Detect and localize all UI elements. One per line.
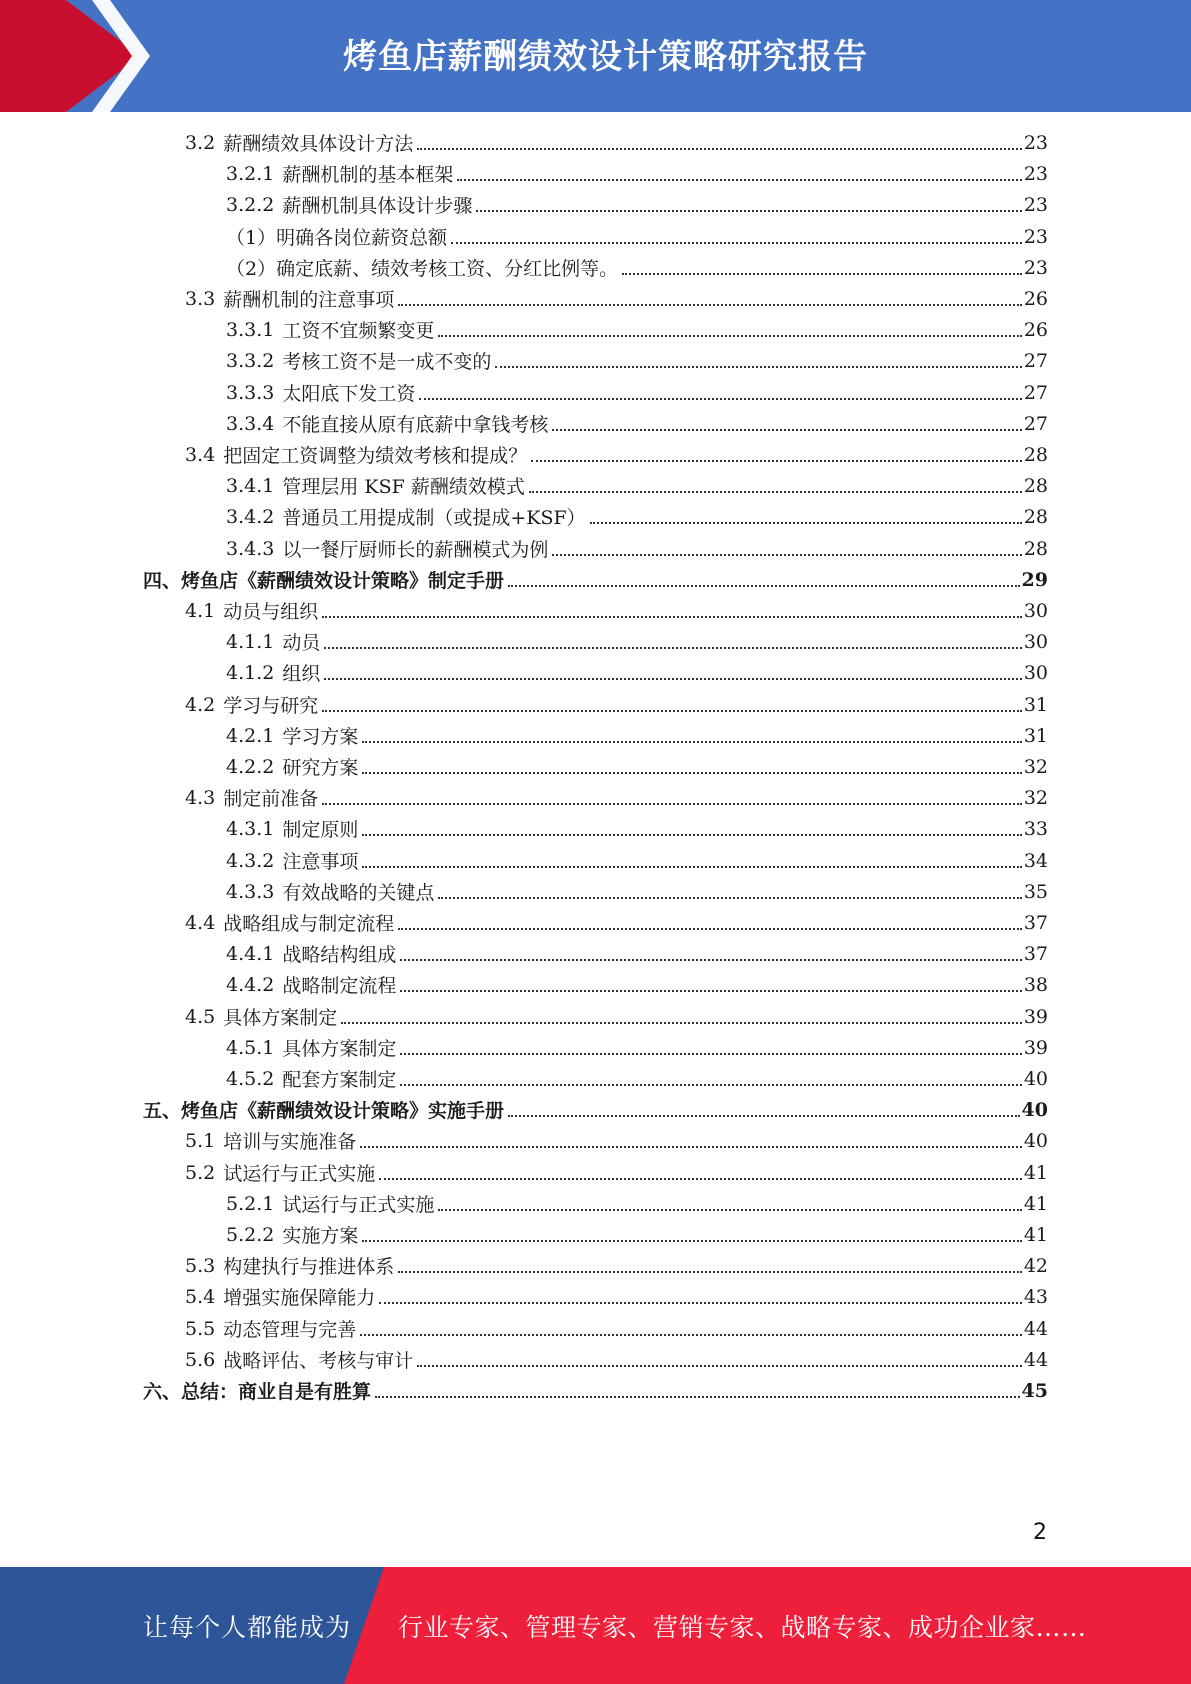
toc-entry-page: 23 xyxy=(1023,225,1048,248)
toc-entry-page: 29 xyxy=(1021,568,1048,591)
toc-entry[interactable] xyxy=(226,470,1048,501)
toc-entry[interactable] xyxy=(185,439,1048,470)
toc-entry-page: 40 xyxy=(1023,1067,1048,1090)
toc-entry-number: 4.3.1 xyxy=(226,817,275,840)
toc-entry-number: 4.5.1 xyxy=(226,1036,275,1059)
toc-entry-number: 4.3.2 xyxy=(226,849,275,872)
toc-entry-number: 5.4 xyxy=(185,1285,216,1308)
toc-entry-title: 动态管理与完善 xyxy=(223,1319,357,1341)
toc-dot-leader xyxy=(531,459,1022,462)
toc-entry-number: 3.3.1 xyxy=(226,318,275,341)
toc-dot-leader xyxy=(398,1270,1022,1273)
toc-entry[interactable] xyxy=(226,158,1048,189)
toc-dot-leader xyxy=(476,209,1021,212)
toc-dot-leader xyxy=(451,241,1022,244)
toc-entry[interactable] xyxy=(185,1250,1048,1281)
toc-entry-number: 4.4.2 xyxy=(226,973,275,996)
toc-entry[interactable] xyxy=(226,876,1048,907)
toc-entry-page: 43 xyxy=(1023,1285,1048,1308)
toc-entry[interactable] xyxy=(185,907,1048,938)
toc-entry-number: 5.1 xyxy=(185,1129,216,1152)
toc-dot-leader xyxy=(552,553,1021,556)
toc-entry-page: 45 xyxy=(1021,1379,1048,1402)
toc-entry-page: 28 xyxy=(1023,505,1048,528)
toc-entry[interactable] xyxy=(226,969,1048,1000)
toc-entry[interactable] xyxy=(185,782,1048,813)
toc-dot-leader xyxy=(438,896,1021,899)
toc-dot-leader xyxy=(360,1145,1022,1148)
toc-entry-title: 五、烤鱼店《薪酬绩效设计策略》实施手册 xyxy=(143,1100,505,1122)
toc-entry[interactable] xyxy=(226,189,1048,220)
toc-entry[interactable] xyxy=(226,408,1048,439)
toc-entry-title: 具体方案制定 xyxy=(282,1038,397,1060)
toc-dot-leader xyxy=(398,303,1022,306)
toc-entry-title: 太阳底下发工资 xyxy=(282,383,416,405)
toc-entry-number: 3.2.2 xyxy=(226,193,275,216)
toc-entry-title: 薪酬绩效具体设计方法 xyxy=(223,133,414,155)
toc-entry-title: 试运行与正式实施 xyxy=(223,1163,376,1185)
toc-entry[interactable] xyxy=(226,720,1048,751)
toc-entry[interactable] xyxy=(226,813,1048,844)
toc-entry-page: 44 xyxy=(1023,1348,1048,1371)
toc-entry-page: 39 xyxy=(1023,1036,1048,1059)
toc-entry-page: 31 xyxy=(1023,724,1048,747)
toc-entry[interactable] xyxy=(226,657,1048,688)
toc-entry-page: 30 xyxy=(1023,599,1048,622)
toc-dot-leader xyxy=(379,1301,1022,1304)
toc-entry[interactable] xyxy=(143,1094,1048,1125)
toc-entry-title: 制定原则 xyxy=(282,819,359,841)
toc-entry-page: 38 xyxy=(1023,973,1048,996)
toc-entry[interactable] xyxy=(226,345,1048,376)
toc-entry-number: 4.3 xyxy=(185,786,216,809)
toc-entry-title: 不能直接从原有底薪中拿钱考核 xyxy=(282,414,549,436)
toc-entry-title: 明确各岗位薪资总额 xyxy=(276,227,448,249)
toc-entry-title: 薪酬机制具体设计步骤 xyxy=(282,195,473,217)
toc-entry-page: 37 xyxy=(1023,911,1048,934)
toc-entry-title: 四、烤鱼店《薪酬绩效设计策略》制定手册 xyxy=(143,570,505,592)
toc-entry[interactable] xyxy=(226,221,1048,252)
footer-banner xyxy=(0,1567,1191,1684)
toc-entry-page: 23 xyxy=(1023,193,1048,216)
toc-entry-number: 3.2 xyxy=(185,131,216,154)
toc-dot-leader xyxy=(457,178,1021,181)
toc-entry-number: 3.3.3 xyxy=(226,381,275,404)
toc-entry[interactable] xyxy=(226,377,1048,408)
toc-dot-leader xyxy=(417,147,1022,150)
toc-entry[interactable] xyxy=(226,501,1048,532)
toc-entry-number: （2） xyxy=(226,258,277,280)
toc-dot-leader xyxy=(622,272,1022,275)
toc-entry[interactable] xyxy=(185,595,1048,626)
toc-entry-title: 学习方案 xyxy=(282,726,359,748)
toc-entry[interactable] xyxy=(226,1032,1048,1063)
toc-entry-title: 增强实施保障能力 xyxy=(223,1287,376,1309)
toc-dot-leader xyxy=(508,584,1020,587)
toc-dot-leader xyxy=(495,365,1021,368)
toc-dot-leader xyxy=(438,1208,1021,1211)
toc-entry-title: 工资不宜频繁变更 xyxy=(282,320,435,342)
toc-entry-title: 考核工资不是一成不变的 xyxy=(282,351,492,373)
toc-entry-title: 把固定工资调整为绩效考核和提成？ xyxy=(223,445,528,467)
toc-dot-leader xyxy=(362,833,1021,836)
toc-dot-leader xyxy=(590,521,1022,524)
toc-entry-page: 23 xyxy=(1023,162,1048,185)
toc-dot-leader xyxy=(417,1364,1022,1367)
toc-entry-page: 23 xyxy=(1023,256,1048,279)
toc-entry-title: 实施方案 xyxy=(282,1225,359,1247)
toc-entry-page: 30 xyxy=(1023,661,1048,684)
toc-entry-number: 4.1 xyxy=(185,599,216,622)
toc-entry-number: 4.3.3 xyxy=(226,880,275,903)
toc-entry-number: 4.2.1 xyxy=(226,724,275,747)
toc-entry-page: 39 xyxy=(1023,1005,1048,1028)
toc-entry-page: 33 xyxy=(1023,817,1048,840)
toc-dot-leader xyxy=(529,490,1022,493)
toc-entry-title: 薪酬机制的注意事项 xyxy=(223,289,395,311)
toc-entry-number: 4.2 xyxy=(185,693,216,716)
toc-entry-number: 4.2.2 xyxy=(226,755,275,778)
toc-entry-page: 32 xyxy=(1023,786,1048,809)
toc-entry-page: 28 xyxy=(1023,443,1048,466)
toc-dot-leader xyxy=(360,1333,1022,1336)
toc-entry-page: 41 xyxy=(1023,1223,1048,1246)
toc-dot-leader xyxy=(324,677,1021,680)
toc-entry-title: 战略评估、考核与审计 xyxy=(223,1350,414,1372)
toc-entry[interactable] xyxy=(143,1375,1048,1406)
toc-dot-leader xyxy=(508,1114,1020,1117)
toc-entry-page: 34 xyxy=(1023,849,1048,872)
toc-dot-leader xyxy=(400,958,1021,961)
toc-entry-title: 以一餐厅厨师长的薪酬模式为例 xyxy=(282,539,549,561)
toc-entry-number: 4.5 xyxy=(185,1005,216,1028)
toc-entry[interactable] xyxy=(226,1188,1048,1219)
toc-entry-number: 5.3 xyxy=(185,1254,216,1277)
footer-slogan-right: 行业专家、管理专家、营销专家、战略专家、成功企业家…… xyxy=(398,1612,1087,1642)
toc-dot-leader xyxy=(362,865,1021,868)
toc-entry[interactable] xyxy=(185,127,1048,158)
toc-entry-number: 3.4.1 xyxy=(226,474,275,497)
toc-dot-leader xyxy=(375,1395,1020,1398)
toc-entry[interactable] xyxy=(226,314,1048,345)
toc-entry[interactable] xyxy=(226,252,1048,283)
toc-entry-page: 28 xyxy=(1023,537,1048,560)
toc-entry-page: 32 xyxy=(1023,755,1048,778)
toc-entry-title: 六、总结：商业自是有胜算 xyxy=(143,1381,372,1403)
toc-entry-title: 构建执行与推进体系 xyxy=(223,1256,395,1278)
toc-entry-number: 3.3.4 xyxy=(226,412,275,435)
toc-dot-leader xyxy=(362,1239,1021,1242)
toc-entry[interactable] xyxy=(226,1219,1048,1250)
toc-entry-title: 培训与实施准备 xyxy=(223,1131,357,1153)
toc-entry-number: 5.2.1 xyxy=(226,1192,275,1215)
toc-entry-title: 配套方案制定 xyxy=(282,1069,397,1091)
document-title: 烤鱼店薪酬绩效设计策略研究报告 xyxy=(343,36,868,77)
toc-entry-title: 战略制定流程 xyxy=(282,975,397,997)
toc-entry[interactable] xyxy=(226,533,1048,564)
toc-dot-leader xyxy=(400,989,1021,992)
toc-dot-leader xyxy=(438,334,1021,337)
toc-dot-leader xyxy=(552,428,1021,431)
toc-dot-leader xyxy=(362,740,1021,743)
toc-entry-number: 4.1.1 xyxy=(226,630,275,653)
toc-entry-page: 41 xyxy=(1023,1192,1048,1215)
toc-entry-title: 制定前准备 xyxy=(223,788,319,810)
toc-entry-number: 3.2.1 xyxy=(226,162,275,185)
toc-entry-page: 27 xyxy=(1023,349,1048,372)
page-number: 2 xyxy=(1033,1520,1047,1545)
toc-entry-title: 普通员工用提成制（或提成+KSF） xyxy=(282,507,586,529)
toc-entry[interactable] xyxy=(185,1001,1048,1032)
toc-entry[interactable] xyxy=(226,1063,1048,1094)
toc-entry-number: 4.1.2 xyxy=(226,661,275,684)
toc-entry[interactable] xyxy=(226,626,1048,657)
toc-entry-number: 4.5.2 xyxy=(226,1067,275,1090)
toc-entry-page: 41 xyxy=(1023,1161,1048,1184)
toc-entry-page: 30 xyxy=(1023,630,1048,653)
toc-entry-title: 具体方案制定 xyxy=(223,1007,338,1029)
toc-entry-number: 3.4 xyxy=(185,443,216,466)
toc-entry-page: 27 xyxy=(1023,412,1048,435)
toc-entry-number: （1） xyxy=(226,227,277,249)
toc-entry-number: 3.4.3 xyxy=(226,537,275,560)
toc-entry-page: 23 xyxy=(1023,131,1048,154)
toc-entry-title: 动员与组织 xyxy=(223,601,319,623)
toc-entry-title: 组织 xyxy=(282,663,321,685)
toc-entry[interactable] xyxy=(185,1281,1048,1312)
toc-entry[interactable] xyxy=(226,751,1048,782)
toc-entry-title: 试运行与正式实施 xyxy=(282,1194,435,1216)
toc-entry-title: 研究方案 xyxy=(282,757,359,779)
toc-entry-number: 3.3.2 xyxy=(226,349,275,372)
toc-entry-number: 5.2 xyxy=(185,1161,216,1184)
toc-entry-title: 确定底薪、绩效考核工资、分红比例等。 xyxy=(276,258,619,280)
header-banner xyxy=(0,0,1191,112)
toc-entry[interactable] xyxy=(185,283,1048,314)
toc-entry-page: 40 xyxy=(1021,1098,1048,1121)
toc-entry-title: 动员 xyxy=(282,632,321,654)
toc-entry-number: 3.4.2 xyxy=(226,505,275,528)
toc-entry-title: 战略结构组成 xyxy=(282,944,397,966)
toc-entry-title: 学习与研究 xyxy=(223,695,319,717)
toc-entry-page: 42 xyxy=(1023,1254,1048,1277)
toc-entry[interactable] xyxy=(226,938,1048,969)
toc-entry[interactable] xyxy=(185,1157,1048,1188)
toc-entry-page: 35 xyxy=(1023,880,1048,903)
toc-entry-title: 注意事项 xyxy=(282,851,359,873)
toc-entry[interactable] xyxy=(143,564,1048,595)
toc-dot-leader xyxy=(398,927,1022,930)
toc-dot-leader xyxy=(400,1083,1021,1086)
toc-entry-number: 5.6 xyxy=(185,1348,216,1371)
toc-entry[interactable] xyxy=(185,689,1048,720)
toc-dot-leader xyxy=(400,1052,1021,1055)
toc-entry[interactable] xyxy=(226,845,1048,876)
toc-entry-number: 4.4 xyxy=(185,911,216,934)
toc-entry[interactable] xyxy=(185,1125,1048,1156)
toc-dot-leader xyxy=(324,646,1021,649)
toc-entry-title: 战略组成与制定流程 xyxy=(223,913,395,935)
toc-dot-leader xyxy=(322,709,1022,712)
toc-entry-title: 薪酬机制的基本框架 xyxy=(282,164,454,186)
toc-entry-title: 管理层用 KSF 薪酬绩效模式 xyxy=(282,476,525,498)
toc-entry[interactable] xyxy=(185,1344,1048,1375)
footer-slogan-left: 让每个人都能成为 xyxy=(143,1612,352,1642)
toc-dot-leader xyxy=(322,615,1022,618)
toc-entry-number: 4.4.1 xyxy=(226,942,275,965)
toc-dot-leader xyxy=(419,397,1021,400)
toc-entry-page: 26 xyxy=(1023,318,1048,341)
toc-dot-leader xyxy=(341,1021,1022,1024)
toc-entry-page: 37 xyxy=(1023,942,1048,965)
toc-entry-page: 27 xyxy=(1023,381,1048,404)
toc-entry-number: 5.5 xyxy=(185,1317,216,1340)
toc-entry-title: 有效战略的关键点 xyxy=(282,882,435,904)
toc-entry-page: 44 xyxy=(1023,1317,1048,1340)
toc-entry-page: 40 xyxy=(1023,1129,1048,1152)
toc-entry[interactable] xyxy=(185,1313,1048,1344)
toc-entry-page: 28 xyxy=(1023,474,1048,497)
toc-dot-leader xyxy=(322,802,1022,805)
toc-dot-leader xyxy=(362,771,1021,774)
toc-entry-page: 31 xyxy=(1023,693,1048,716)
toc-entry-number: 3.3 xyxy=(185,287,216,310)
toc-entry-page: 26 xyxy=(1023,287,1048,310)
toc-dot-leader xyxy=(379,1177,1022,1180)
toc-entry-number: 5.2.2 xyxy=(226,1223,275,1246)
